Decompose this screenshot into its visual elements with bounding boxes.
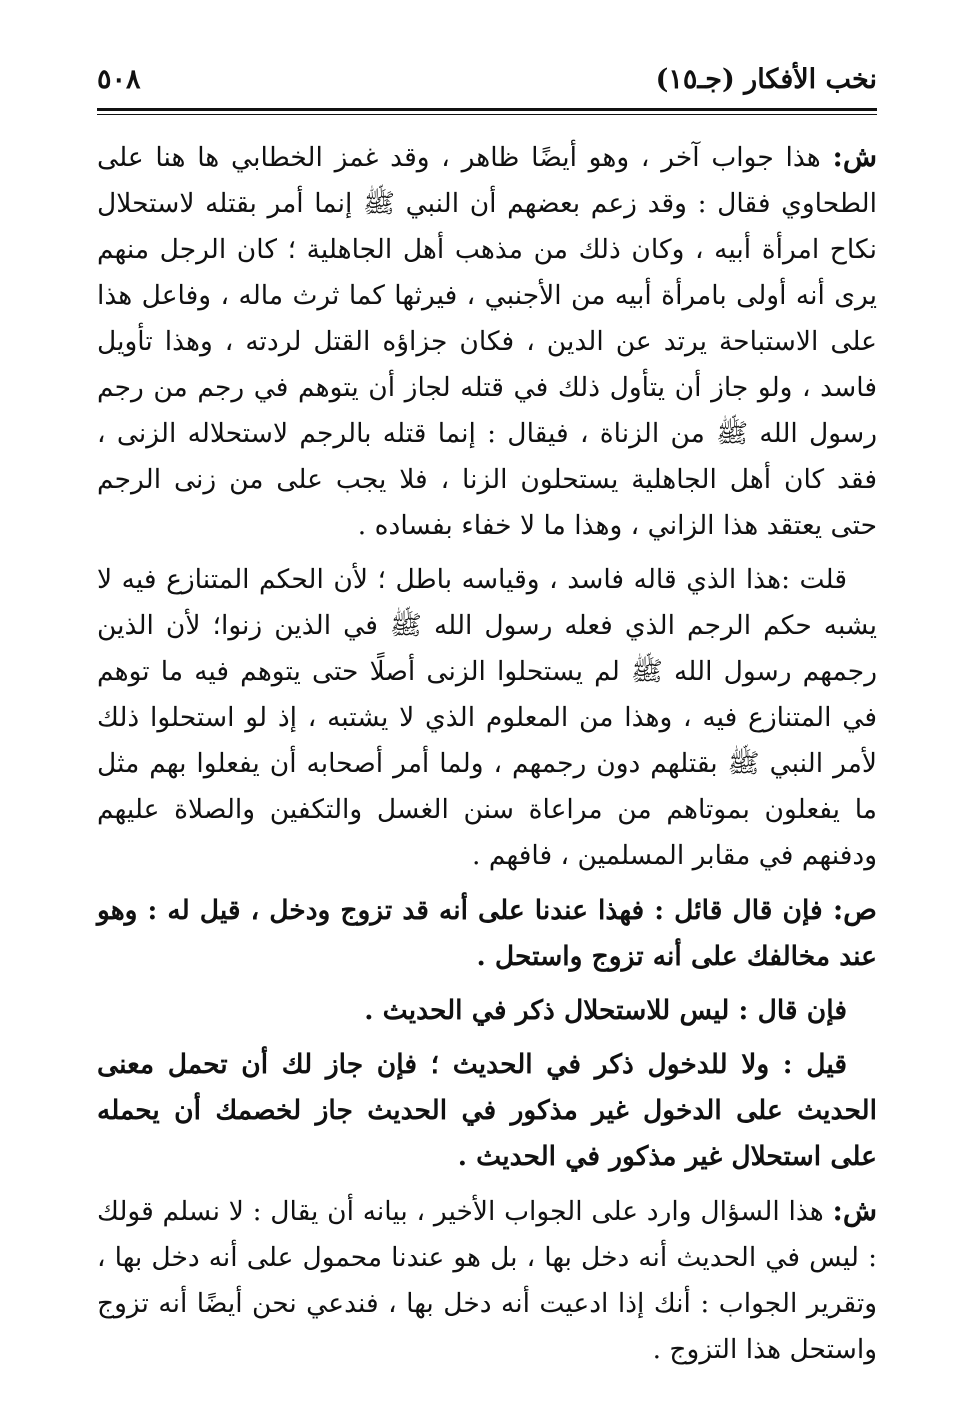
paragraph-text: فإن قال قائل : فهذا عندنا على أنه قد تزوج ودخل ، قيل له : وهو عند مخالفك على أنه تزوج واستحل . bbox=[97, 895, 877, 972]
paragraph-response bbox=[97, 557, 877, 879]
paragraph-text: هذا السؤال وارد على الجواب الأخير ، بيانه أن يقال : لا نسلم قولك : ليس في الحديث أنه دخل بها ، بل هو عندنا محمول على أنه دخل بها ، وتقرير الجواب : أنك إذا ادعيت أنه دخل بها ، فندعي نحن أيضًا أنه تزوج واستحل هذا التزوج . bbox=[97, 1196, 877, 1365]
page-number: ٥٠٨ bbox=[97, 64, 141, 95]
paragraph-text: هذا جواب آخر ، وهو أيضًا ظاهر ، وقد غمز الخطابي ها هنا على الطحاوي فقال : وقد زعم بعضهم أن النبي ﷺ إنما أمر بقتله لاستحلال نكاح امرأة أبيه ، وكان ذلك من مذهب أهل الجاهلية ؛ كان الرجل منهم يرى أنه أولى بامرأة أبيه من الأجنبي ، فيرثها كما ثرث ماله ، وفاعل هذا على الاستباحة يرتد عن الدين ، فكان جزاؤه القتل لردته ، وهذا تأويل فاسد ، ولو جاز أن يتأول ذلك في قتله لجاز أن يتوهم في رجم من رجم رسول الله ﷺ من الزناة ، فيقال : إنما قتله بالرجم لاستحلاله الزنى ، فقد كان أهل الجاهلية يستحلون الزنا ، فلا يجب على من زنى الرجم حتى يعتقد هذا الزاني ، وهذا ما لا خفاء بفساده . bbox=[97, 142, 877, 541]
paragraph-commentary-2 bbox=[97, 1188, 877, 1373]
header-rule-thick bbox=[97, 108, 877, 111]
page-body bbox=[97, 134, 877, 1373]
paragraph-reply bbox=[97, 1042, 877, 1180]
paragraph-lead-marker: ش: bbox=[832, 140, 877, 173]
book-page bbox=[97, 58, 877, 1381]
paragraph-text: قلت :هذا الذي قاله فاسد ، وقياسه باطل ؛ لأن الحكم المتنازع فيه لا يشبه حكم الرجم الذي فعله رسول الله ﷺ في الذين زنوا؛ لأن الذين رجمهم رسول الله ﷺ لم يستحلوا الزنى أصلًا حتى يتوهم فيه ما توهم في المتنازع فيه ، وهذا من المعلوم الذي لا يشتبه ، إذ لو استحلوا ذلك لأمر النبي ﷺ بقتلهم دون رجمهم ، ولما أمر أصحابه أن يفعلوا بهم مثل ما يفعلون بموتاهم من مراعاة سنن الغسل والتكفين والصلاة عليهم ودفنهم في مقابر المسلمين ، فافهم . bbox=[97, 564, 877, 871]
paragraph-objection bbox=[97, 988, 877, 1034]
paragraph-lead-marker: ش: bbox=[832, 1194, 877, 1227]
paragraph-text: قيل : ولا للدخول ذكر في الحديث ؛ فإن جاز لك أن تحمل معنى الحديث على الدخول غير مذكور في الحديث جاز لخصمك أن يحمله على استحلال غير مذكور في الحديث . bbox=[97, 1049, 877, 1172]
paragraph-lead-marker: ص: bbox=[832, 893, 877, 926]
paragraph-source-text bbox=[97, 887, 877, 980]
paragraph-text: فإن قال : ليس للاستحلال ذكر في الحديث . bbox=[364, 995, 847, 1026]
header-rule-thin bbox=[97, 114, 877, 115]
page-header bbox=[97, 58, 877, 106]
book-title: نخب الأفكار (جـ١٥) bbox=[655, 64, 877, 95]
paragraph-commentary-1 bbox=[97, 134, 877, 549]
